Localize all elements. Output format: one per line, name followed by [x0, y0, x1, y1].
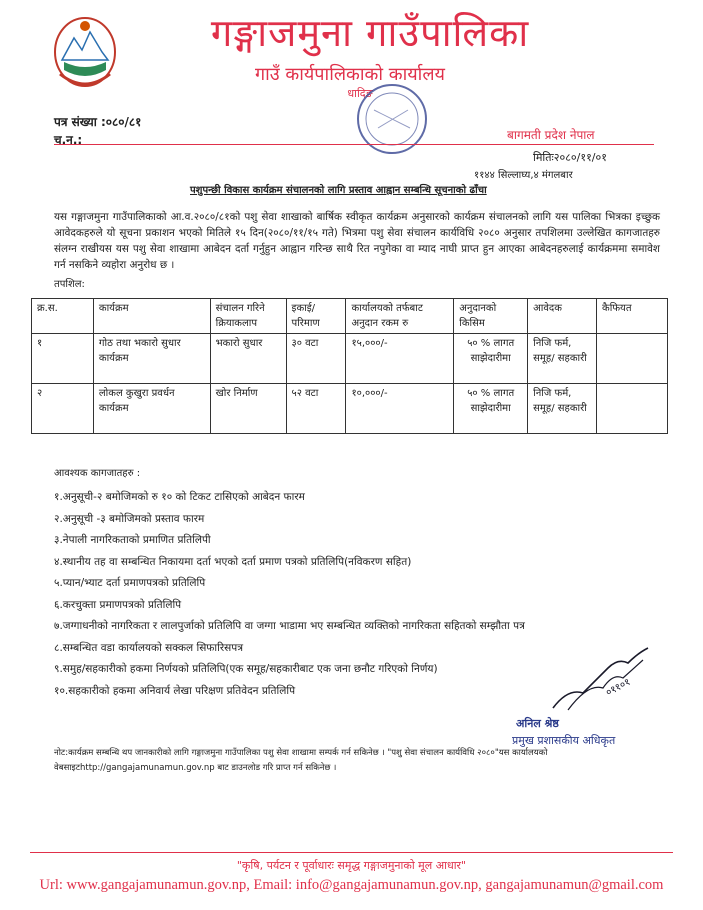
footer-motto: "कृषि, पर्यटन र पूर्वाधारः समृद्ध गङ्गाजमुनाको मूल आधार": [236, 859, 467, 872]
list-item: ६.करचुक्ता प्रमाणपत्रको प्रतिलिपि: [54, 598, 182, 611]
table-cell: ५० % लागत साझेदारीमा: [454, 384, 528, 434]
list-item: ५.प्यान/भ्याट दर्ता प्रमाणपत्रको प्रतिलिपि: [54, 577, 206, 589]
office-name: गाउँ कार्यपालिकाको कार्यालय: [255, 64, 445, 85]
notice-body: यस गङ्गाजमुना गाउँपालिकाको आ.व.२०८०/८१को पशु सेवा शाखाको बार्षिक स्वीकृत कार्यक्रम अनुसारको कार्यक्रम संचालनको लागि यस पालिका भित्रका इच्छुक आवेदकहरुले यो सूचना प्रकाशन भएको मितिले १५ दिन(२०८०/११/१५ गते) भित्रमा पशु सेवा संचालन कार्यविधि २०८० अनुसार तपशिलमा उल्लेखित कागजातहरु संलग्न राखीयस यस पशु सेवा शाखामा आबेदन दर्ता गर्नुहुन आह्वान गरिन्छ साथै रित नपुगेका वा म्याद नाघी प्राप्त हुन आएका आबेदनहरुलाई कार्यक्रममा समावेश गर्न नसकिने व्यहोरा अनुरोध छ ।: [54, 211, 660, 271]
list-item: ७.जग्गाधनीको नागरिकता र लालपुर्जाको प्रतिलिपि वा जग्गा भाडामा भए सम्बन्धित व्यक्तिको नागरिकता सहितको सम्झौता पत्र: [54, 620, 525, 632]
letter-date: मितिः२०८०/११/०१: [533, 151, 607, 164]
table-header: कैफियत: [597, 299, 668, 334]
footer-divider: [30, 852, 673, 853]
table-cell: १०,०००/-: [346, 384, 454, 434]
table-cell: १: [32, 334, 94, 384]
table-cell: ५२ वटा: [286, 384, 346, 434]
footer-contact: Url: www.gangajamunamun.gov.np, Email: info@gangajamunamun.gov.np, gangajamunamun@gmail.com: [39, 877, 664, 893]
table-header: इकाई/परिमाण: [286, 299, 346, 334]
table-cell: १५,०००/-: [346, 334, 454, 384]
table-cell: लोकल कुखुरा प्रवर्धन कार्यक्रम: [93, 384, 210, 434]
reference-number: पत्र संख्या :०८०/८१: [54, 115, 142, 129]
table-cell: भकारो सुधार: [210, 334, 286, 384]
table-header-row: [32, 299, 668, 334]
table-header: अनुदानको किसिम: [454, 299, 528, 334]
table-header: आवेदक: [528, 299, 597, 334]
table-cell: निजि फर्म, समूह/ सहकारी: [528, 334, 597, 384]
table-header: संचालन गरिने क्रियाकलाप: [210, 299, 286, 334]
list-item: ८.सम्बन्धित वडा कार्यालयको सक्कल सिफारिसपत्र: [54, 641, 243, 654]
table-row: [32, 334, 668, 384]
list-item: २.अनुसूची -३ बमोजिमको प्रस्ताव फारम: [54, 512, 205, 525]
table-cell: निजि फर्म, समूह/ सहकारी: [528, 384, 597, 434]
table-cell: गोठ तथा भकारो सुधार कार्यक्रम: [93, 334, 210, 384]
nepal-emblem-icon: [52, 12, 118, 90]
signature-icon: [548, 638, 658, 718]
letter-date-detail: ११४४ सिल्लाघ्य,४ मंगलबार: [474, 170, 573, 181]
signatory-name: अनिल श्रेष्ठ: [516, 717, 559, 730]
header-divider: [54, 144, 654, 145]
table-cell: ३० वटा: [286, 334, 346, 384]
table-cell: [597, 334, 668, 384]
list-item: १.अनुसूची-२ बमोजिमको रु १० को टिकट टासिएको आबेदन फारम: [54, 491, 305, 503]
program-table: [31, 298, 668, 434]
table-cell: ५० % लागत साझेदारीमा: [454, 334, 528, 384]
signature-date: ०११०१: [604, 676, 633, 699]
list-item: ९.समुह/सहकारीको हकमा निर्णयको प्रतिलिपि(एक समूह/सहकारीबाट एक जना छनौट गरिएको निर्णय): [54, 663, 438, 675]
table-header: क्र.स.: [32, 299, 94, 334]
official-stamp-icon: [352, 80, 432, 158]
list-item: ३.नेपाली नागरिकताको प्रमाणित प्रतिलिपी: [54, 534, 211, 546]
municipality-title: गङ्गाजमुना गाउँपालिका: [210, 11, 530, 55]
dispatch-number: च.न.:: [54, 133, 83, 147]
table-header: कार्यालयको तर्फबाट अनुदान रकम रु: [346, 299, 454, 334]
documents-heading: आवश्यक कागजातहरु :: [54, 468, 141, 479]
table-cell: २: [32, 384, 94, 434]
province-name: बागमती प्रदेश नेपाल: [507, 128, 595, 142]
list-item: १०.सहकारीको हकमा अनिवार्य लेखा परिक्षण प्रतिवेदन प्रतिलिपि: [54, 684, 296, 697]
signatory-role: प्रमुख प्रशासकीय अधिकृत: [512, 734, 616, 747]
table-cell: [597, 384, 668, 434]
details-label: तपशिल:: [54, 279, 85, 290]
list-item: ४.स्थानीय तह वा सम्बन्धित निकायमा दर्ता भएको दर्ता प्रमाण पत्रको प्रतिलिपि(नविकरण सहित): [54, 555, 412, 568]
table-header: कार्यक्रम: [93, 299, 210, 334]
footnote: नोट:कार्यक्रम सम्बन्धि थप जानकारीको लागि गङ्गाजमुना गाउँपालिका पशु सेवा शाखामा सम्पर्क गर्न सकिनेछ । "पशु सेवा संचालन कार्यविधि २०८०"यस कार्यालयको वेबसाइटhttp://gangajamunamun.gov.np बाट डाउनलोड गरि प्राप्त गर्न सकिनेछ ।: [54, 748, 548, 773]
table-row: [32, 384, 668, 434]
notice-subject: पशुपन्छी विकास कार्यक्रम संचालनको लागि प्रस्ताव आह्वान सम्बन्धि सूचनाको ढाँचा: [190, 185, 487, 196]
office-place: धादिङ: [347, 87, 373, 100]
table-cell: खोर निर्माण: [210, 384, 286, 434]
